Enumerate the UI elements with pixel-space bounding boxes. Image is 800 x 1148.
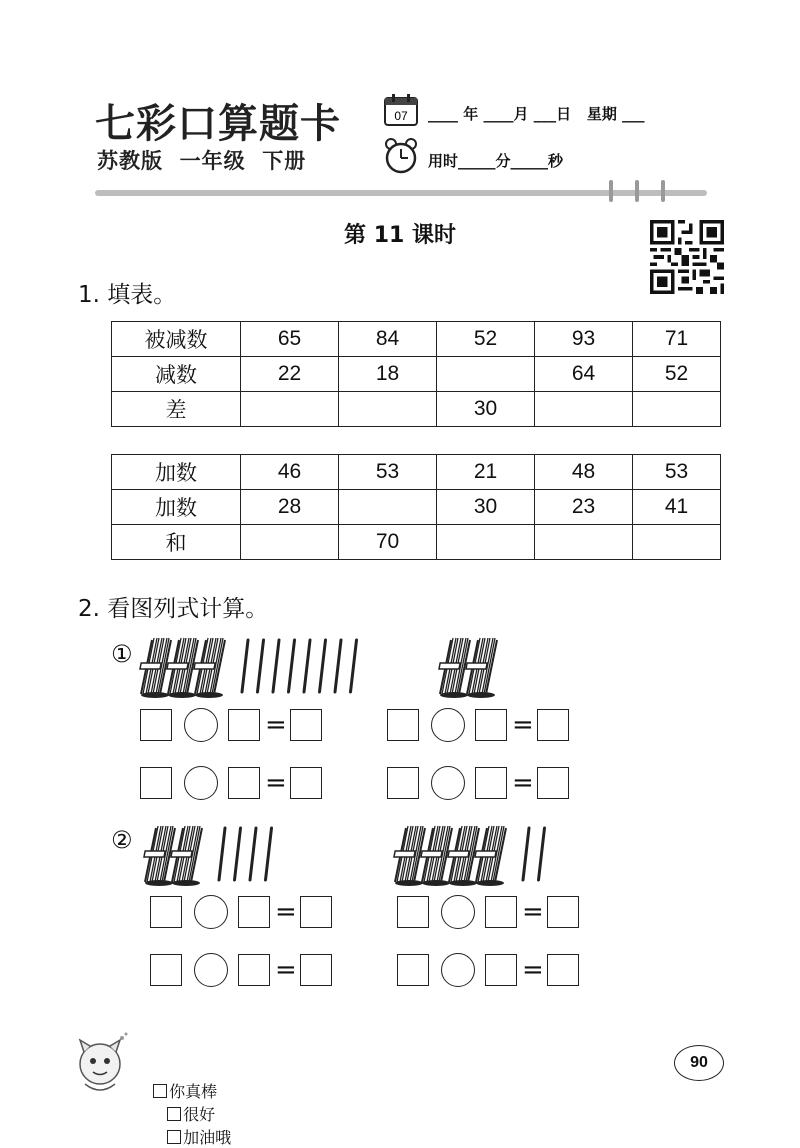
checkbox[interactable] [167, 1130, 181, 1144]
single-stick [304, 640, 310, 692]
calendar-icon [383, 93, 419, 127]
answer-box[interactable] [475, 767, 507, 799]
single-stick [242, 640, 248, 692]
answer-box[interactable] [238, 954, 270, 986]
answer-cell[interactable] [241, 525, 339, 560]
brand-title: 七彩口算题卡 [95, 100, 341, 147]
answer-box[interactable] [547, 896, 579, 928]
answer-box[interactable] [150, 896, 182, 928]
answer-box[interactable] [300, 954, 332, 986]
answer-box[interactable] [547, 954, 579, 986]
single-stick [219, 828, 225, 880]
stick-bundle [466, 638, 497, 698]
operator-circle[interactable] [441, 953, 475, 987]
row-label: 和 [112, 525, 241, 560]
answer-box[interactable] [537, 709, 569, 741]
single-stick [539, 828, 545, 880]
answer-cell[interactable] [633, 525, 721, 560]
stick-bundle [144, 826, 175, 886]
answer-cell[interactable] [339, 392, 437, 427]
equals-sign: = [522, 955, 544, 985]
problem-1-marker: ① [111, 640, 133, 668]
table-cell: 65 [241, 322, 339, 357]
row-label: 加数 [112, 490, 241, 525]
table-cell: 52 [633, 357, 721, 392]
table-cell: 30 [437, 392, 535, 427]
rating-option-good[interactable]: 很好 [167, 1105, 215, 1124]
single-stick [523, 828, 529, 880]
table-cell: 53 [339, 455, 437, 490]
stick-bundle [421, 826, 452, 886]
table-cell: 30 [437, 490, 535, 525]
addition-table [111, 454, 721, 560]
stick-bundle [167, 638, 198, 698]
table-cell: 64 [535, 357, 633, 392]
single-stick [289, 640, 295, 692]
table-cell: 48 [535, 455, 633, 490]
single-stick [258, 640, 264, 692]
operator-circle[interactable] [184, 766, 218, 800]
table-row [112, 392, 721, 427]
rating-option-great[interactable]: 你真棒 [153, 1082, 217, 1101]
problem-2-marker: ② [111, 826, 133, 854]
stick-bundle [171, 826, 202, 886]
table-cell: 18 [339, 357, 437, 392]
stick-bundle [475, 826, 506, 886]
equals-sign: = [265, 710, 287, 740]
table-cell: 52 [437, 322, 535, 357]
checkbox[interactable] [153, 1084, 167, 1098]
table-cell: 53 [633, 455, 721, 490]
stick-bundle [439, 638, 470, 698]
table-row [112, 357, 721, 392]
table-cell: 41 [633, 490, 721, 525]
page-number: 90 [674, 1045, 724, 1081]
single-stick [320, 640, 326, 692]
equals-sign: = [512, 768, 534, 798]
table-cell: 70 [339, 525, 437, 560]
answer-box[interactable] [387, 767, 419, 799]
equals-sign: = [275, 955, 297, 985]
answer-cell[interactable] [535, 525, 633, 560]
lesson-title: 第 11 课时 [344, 223, 456, 248]
time-fill-line[interactable]: 用时_____分_____秒 [428, 152, 564, 170]
stick-bundle [194, 638, 225, 698]
single-stick [250, 828, 256, 880]
table-cell: 21 [437, 455, 535, 490]
table-cell: 93 [535, 322, 633, 357]
answer-box[interactable] [485, 896, 517, 928]
rating-option-keep-going[interactable]: 加油哦 [167, 1128, 231, 1147]
answer-box[interactable] [485, 954, 517, 986]
answer-cell[interactable] [437, 525, 535, 560]
table-cell: 71 [633, 322, 721, 357]
single-stick [235, 828, 241, 880]
mascot-illustration [70, 1030, 130, 1095]
stick-bundle [394, 826, 425, 886]
single-stick [335, 640, 341, 692]
edition-label: 苏教版 一年级 下册 [97, 149, 307, 173]
clock-icon [383, 138, 419, 174]
row-label: 加数 [112, 455, 241, 490]
table-cell: 84 [339, 322, 437, 357]
single-stick [266, 828, 272, 880]
table-cell: 22 [241, 357, 339, 392]
table-row [112, 455, 721, 490]
answer-box[interactable] [397, 954, 429, 986]
answer-box[interactable] [387, 709, 419, 741]
divider-tick [609, 180, 613, 202]
divider-tick [635, 180, 639, 202]
table-row [112, 322, 721, 357]
table-cell: 23 [535, 490, 633, 525]
checkbox[interactable] [167, 1107, 181, 1121]
table-cell: 46 [241, 455, 339, 490]
calendar-day: 07 [394, 109, 408, 123]
answer-box[interactable] [290, 767, 322, 799]
operator-circle[interactable] [194, 895, 228, 929]
section-1-title: 1. 填表。 [78, 282, 177, 308]
answer-box[interactable] [140, 709, 172, 741]
qr-code[interactable] [650, 220, 724, 294]
answer-box[interactable] [290, 709, 322, 741]
equals-sign: = [512, 710, 534, 740]
answer-cell[interactable] [241, 392, 339, 427]
table-row [112, 525, 721, 560]
stick-picture [130, 630, 730, 890]
stick-bundle [448, 826, 479, 886]
answer-cell[interactable] [339, 490, 437, 525]
single-stick [273, 640, 279, 692]
answer-box[interactable] [228, 767, 260, 799]
row-label: 减数 [112, 357, 241, 392]
stick-bundle [140, 638, 171, 698]
single-stick [351, 640, 357, 692]
section-2-title: 2. 看图列式计算。 [78, 596, 269, 622]
self-rating [143, 1060, 231, 1148]
answer-box[interactable] [228, 709, 260, 741]
answer-cell[interactable] [633, 392, 721, 427]
operator-circle[interactable] [431, 708, 465, 742]
operator-circle[interactable] [194, 953, 228, 987]
answer-cell[interactable] [535, 392, 633, 427]
answer-box[interactable] [300, 896, 332, 928]
answer-box[interactable] [140, 767, 172, 799]
answer-box[interactable] [150, 954, 182, 986]
operator-circle[interactable] [431, 766, 465, 800]
answer-box[interactable] [238, 896, 270, 928]
answer-box[interactable] [475, 709, 507, 741]
operator-circle[interactable] [184, 708, 218, 742]
date-fill-line[interactable]: ____ 年 ____月 ___日 星期 ___ [428, 105, 645, 123]
table-row [112, 490, 721, 525]
equals-sign: = [275, 897, 297, 927]
table-cell: 28 [241, 490, 339, 525]
answer-box[interactable] [537, 767, 569, 799]
header-divider [95, 190, 707, 196]
answer-box[interactable] [397, 896, 429, 928]
operator-circle[interactable] [441, 895, 475, 929]
row-label: 差 [112, 392, 241, 427]
divider-tick [661, 180, 665, 202]
equals-sign: = [522, 897, 544, 927]
row-label: 被减数 [112, 322, 241, 357]
answer-cell[interactable] [437, 357, 535, 392]
subtraction-table [111, 321, 721, 427]
equals-sign: = [265, 768, 287, 798]
